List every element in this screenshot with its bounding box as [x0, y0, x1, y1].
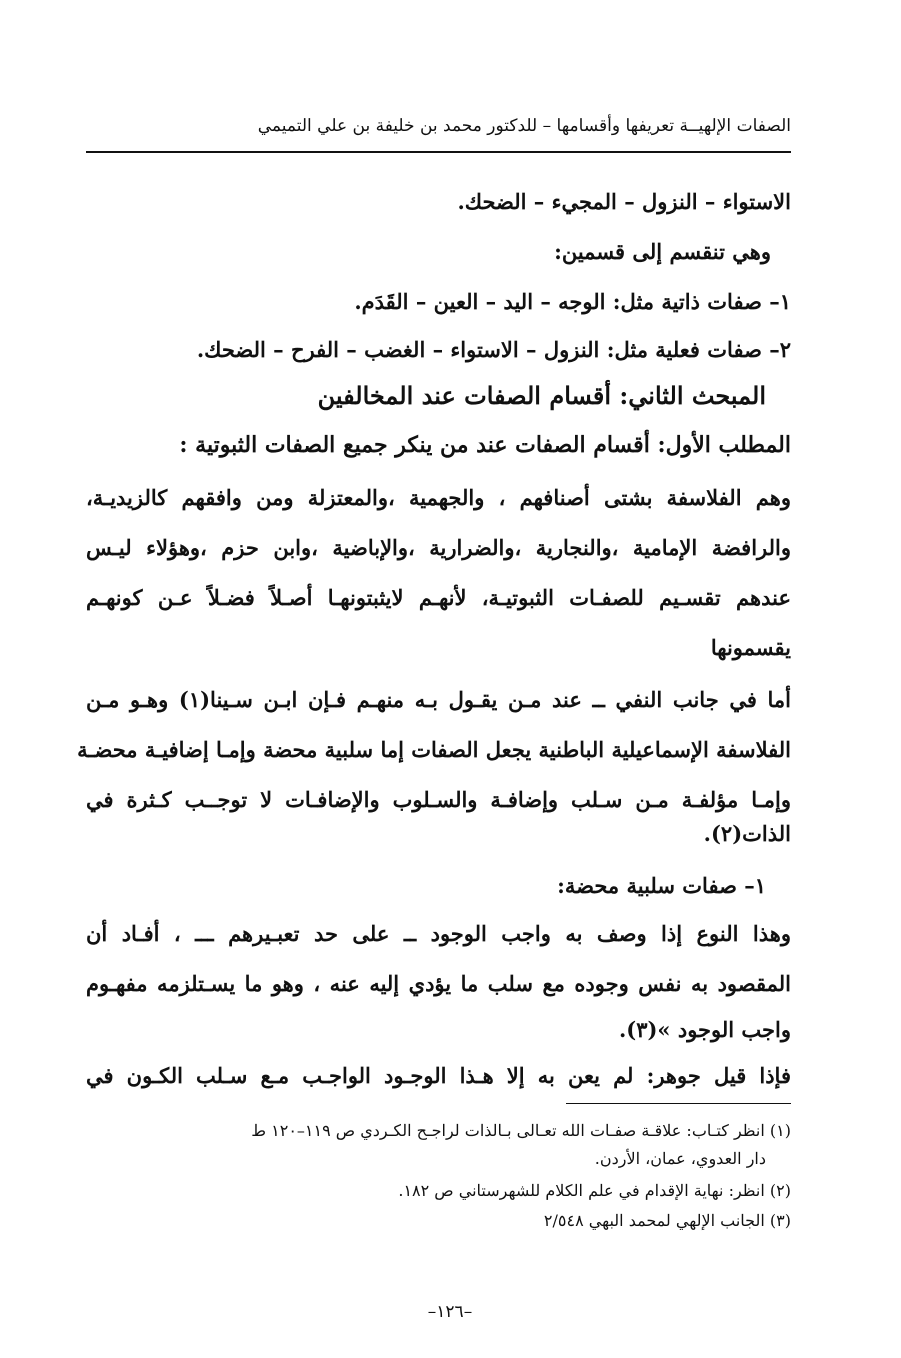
footnote-rule: [566, 1103, 791, 1104]
body-line: عندهم تقسـيم للصفـات الثبوتيـة، لأنهـم لايثبتونهـا أصـلاً فضـلاً عـن كونهـم: [86, 585, 791, 610]
footnote: دار العدوي، عمان، الأردن.: [594, 1149, 766, 1168]
running-header: الصفات الإلهيــة تعريفها وأقسامها – للدكتور محمد بن خليفة بن علي التميمي: [257, 116, 791, 136]
body-line: وهي تنقسم إلى قسمين:: [554, 239, 771, 264]
subsection-heading: المطلب الأول: أقسام الصفات عند من ينكر جميع الصفات الثبوتية :: [179, 432, 791, 458]
body-line: والرافضة الإمامية ،والنجارية ،والضرارية ،والإباضية ،وابن حزم ،وهؤلاء ليـس: [86, 535, 791, 560]
section-heading: المبحث الثاني: أقسام الصفات عند المخالفين: [317, 381, 766, 410]
header-rule: [86, 151, 791, 153]
body-line: يقسمونها: [710, 635, 791, 660]
body-line: ١– صفات سلبية محضة:: [557, 873, 766, 898]
body-line: واجب الوجود »(٣).: [618, 1017, 791, 1042]
body-line: ١– صفات ذاتية مثل: الوجه – اليد – العين – القَدَم.: [354, 289, 791, 314]
footnote: (٣) الجانب الإلهي لمحمد البهي ٢/٥٤٨: [543, 1211, 791, 1230]
footnote: (٢) انظر: نهاية الإقدام في علم الكلام للشهرستاني ص ١٨٢.: [398, 1181, 791, 1200]
body-line: وإمـا مؤلفـة مـن سـلب وإضافـة والسـلوب والإضافـات لا توجــب كـثرة في: [86, 787, 791, 812]
page-number: –١٢٦–: [427, 1302, 473, 1322]
body-line: الاستواء – النزول – المجيء – الضحك.: [457, 189, 791, 214]
body-line: فإذا قيل جوهر: لم يعن به إلا هـذا الوجـود الواجـب مـع سـلب الكـون في: [86, 1063, 791, 1088]
body-line: ٢– صفات فعلية مثل: النزول – الاستواء – الغضب – الفرح – الضحك.: [196, 337, 791, 362]
body-line: الذات(٢).: [703, 821, 791, 846]
footnote: (١) انظر كتـاب: علاقـة صفـات الله تعـالى بـالذات لراجـح الكـردي ص ١١٩–١٢٠ ط: [251, 1121, 791, 1140]
body-line: المقصود به نفس وجوده مع سلب ما يؤدي إليه عنه ، وهو ما يسـتلزمه مفهـوم: [86, 971, 791, 996]
body-line: وهم الفلاسفة بشتى أصنافهم ، والجهمية ،والمعتزلة ومن وافقهم كالزيديـة،: [86, 485, 791, 510]
body-line: وهذا النوع إذا وصف به واجب الوجود ــ على حد تعبـيرهم ـــ ، أفـاد أن: [86, 921, 791, 946]
body-line: الفلاسفة الإسماعيلية الباطنية يجعل الصفات إما سلبية محضة وإمـا إضافيـة محضـة: [77, 737, 791, 762]
body-line: أما في جانب النفي ــ عند مـن يقـول بـه منهـم فـإن ابـن سـينا(١) وهـو مـن: [86, 687, 791, 712]
